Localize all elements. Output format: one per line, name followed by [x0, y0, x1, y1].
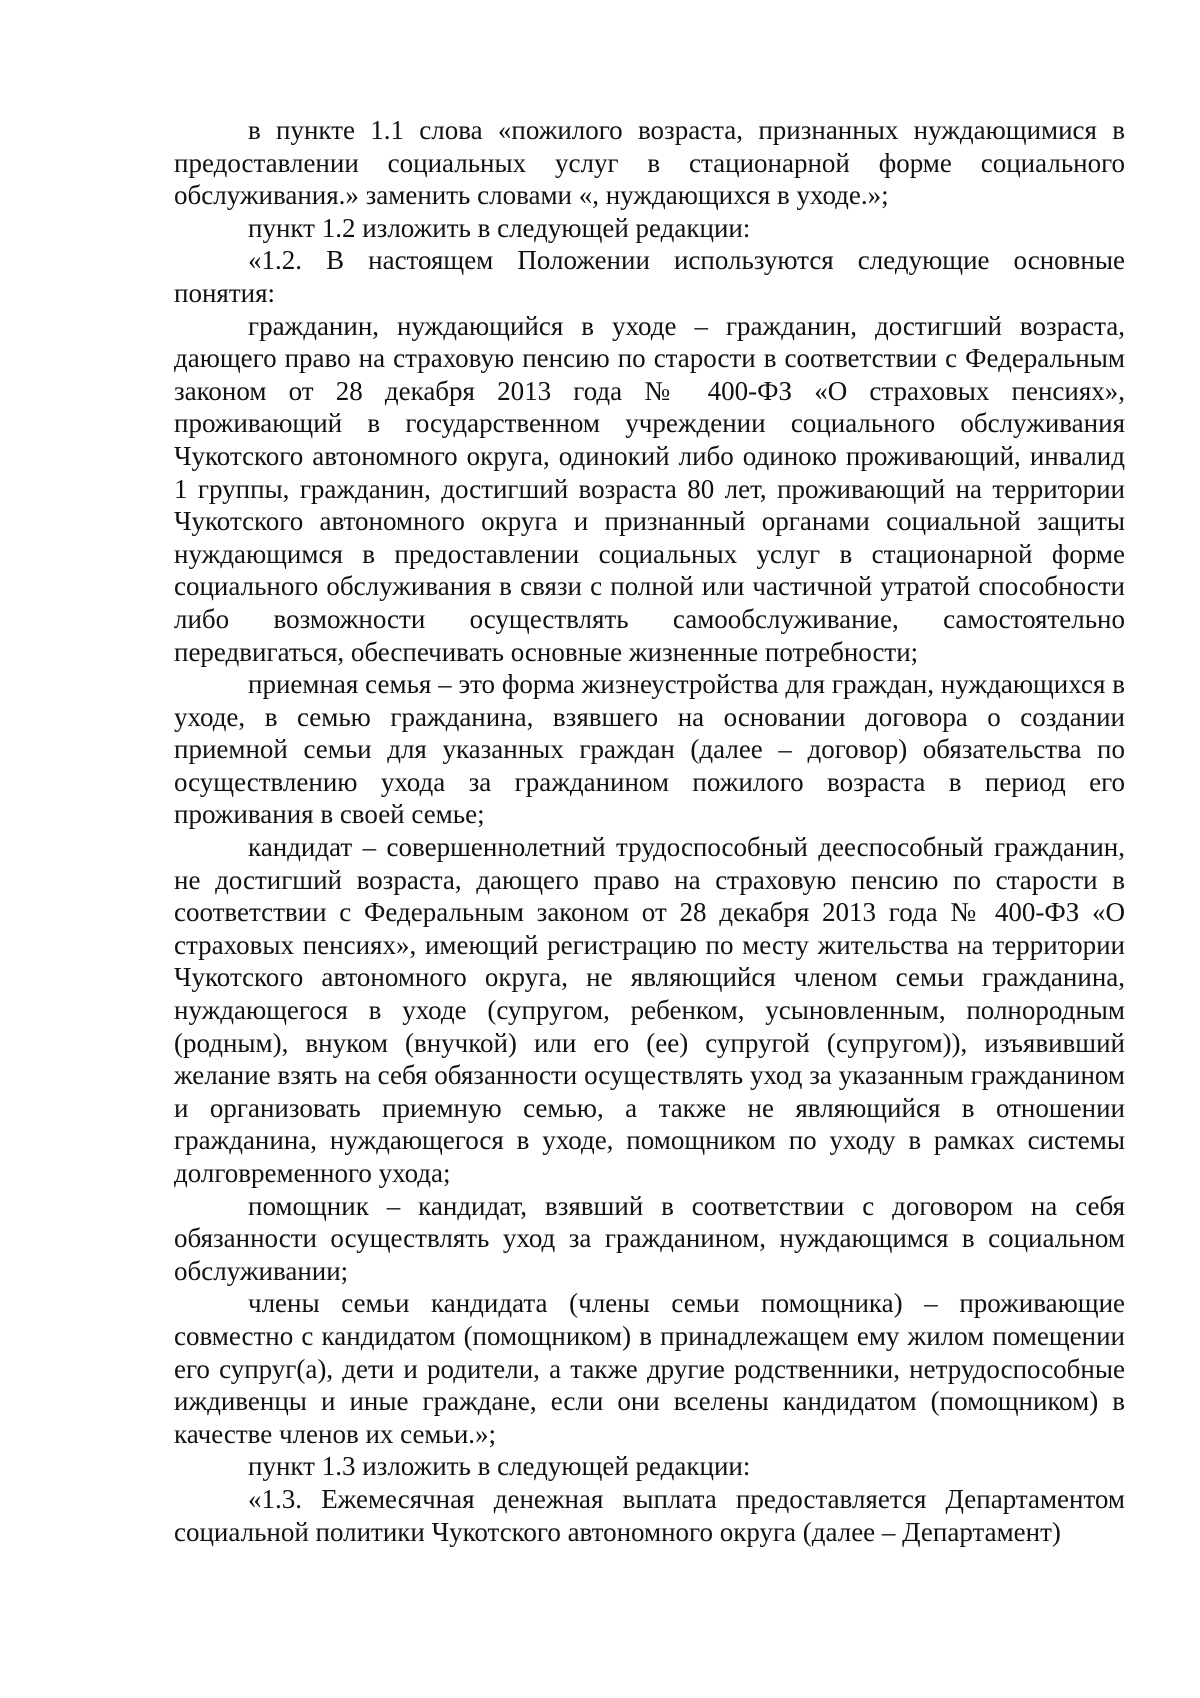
paragraph-1-3-payment: «1.3. Ежемесячная денежная выплата предоставляется Департаментом социальной политики Чукотского автономного округа (далее – Департамент)	[174, 1483, 1125, 1547]
paragraph-1-2-concepts: «1.2. В настоящем Положении используются следующие основные понятия:	[174, 245, 1125, 308]
paragraph-definition-foster-family: приемная семья – это форма жизнеустройства для граждан, нуждающихся в уходе, в семью гражданина, взявшего на основании договора о создании приемной семьи для указанных граждан (далее – договор) обязательства по осуществлению ухода за гражданином пожилого возраста в период его проживания в своей семье;	[174, 669, 1125, 830]
paragraph-definition-assistant: помощник – кандидат, взявший в соответствии с договором на себя обязанности осуществлять уход за гражданином, нуждающимся в социальном обслуживании;	[174, 1190, 1125, 1286]
paragraph-amend-1-3-intro: пункт 1.3 изложить в следующей редакции:	[248, 1451, 751, 1482]
document-body	[174, 114, 1125, 1548]
paragraph-amend-1-1: в пункте 1.1 слова «пожилого возраста, признанных нуждающимися в предоставлении социальных услуг в стационарной форме социального обслуживания.» заменить словами «, нуждающихся в уходе.»;	[174, 115, 1125, 211]
paragraph-definition-family-members: члены семьи кандидата (члены семьи помощника) – проживающие совместно с кандидатом (помощником) в принадлежащем ему жилом помещении его супруг(а), дети и родители, а также другие родственники, нетрудоспособные иждивенцы и иные граждане, если они вселены кандидатом (помощником) в качестве членов их семьи.»;	[174, 1288, 1125, 1449]
paragraph-amend-1-2-intro: пункт 1.2 изложить в следующей редакции:	[248, 212, 751, 243]
paragraph-definition-candidate: кандидат – совершеннолетний трудоспособный дееспособный гражданин, не достигший возраста, дающего право на страховую пенсию по старости в соответствии с Федеральным законом от 28 декабря 2013 года № 400-ФЗ «О страховых пенсиях», имеющий регистрацию по месту жительства на территории Чукотского автономного округа, не являющийся членом семьи гражданина, нуждающегося в уходе (супругом, ребенком, усыновленным, полнородным (родным), внуком (внучкой) или его (ее) супругой (супругом)), изъявивший желание взять на себя обязанности осуществлять уход за указанным гражданином и организовать приемную семью, а также не являющийся в отношении гражданина, нуждающегося в уходе, помощником по уходу в рамках системы долговременного ухода;	[174, 832, 1125, 1188]
paragraph-definition-citizen: гражданин, нуждающийся в уходе – гражданин, достигший возраста, дающего право на страховую пенсию по старости в соответствии с Федеральным законом от 28 декабря 2013 года № 400-ФЗ «О страховых пенсиях», проживающий в государственном учреждении социального обслуживания Чукотского автономного округа, одинокий либо одиноко проживающий, инвалид 1 группы, гражданин, достигший возраста 80 лет, проживающий на территории Чукотского автономного округа и признанный органами социальной защиты нуждающимся в предоставлении социальных услуг в стационарной форме социального обслуживания в связи с полной или частичной утратой способности либо возможности осуществлять самообслуживание, самостоятельно передвигаться, обеспечивать основные жизненные потребности;	[174, 310, 1125, 667]
